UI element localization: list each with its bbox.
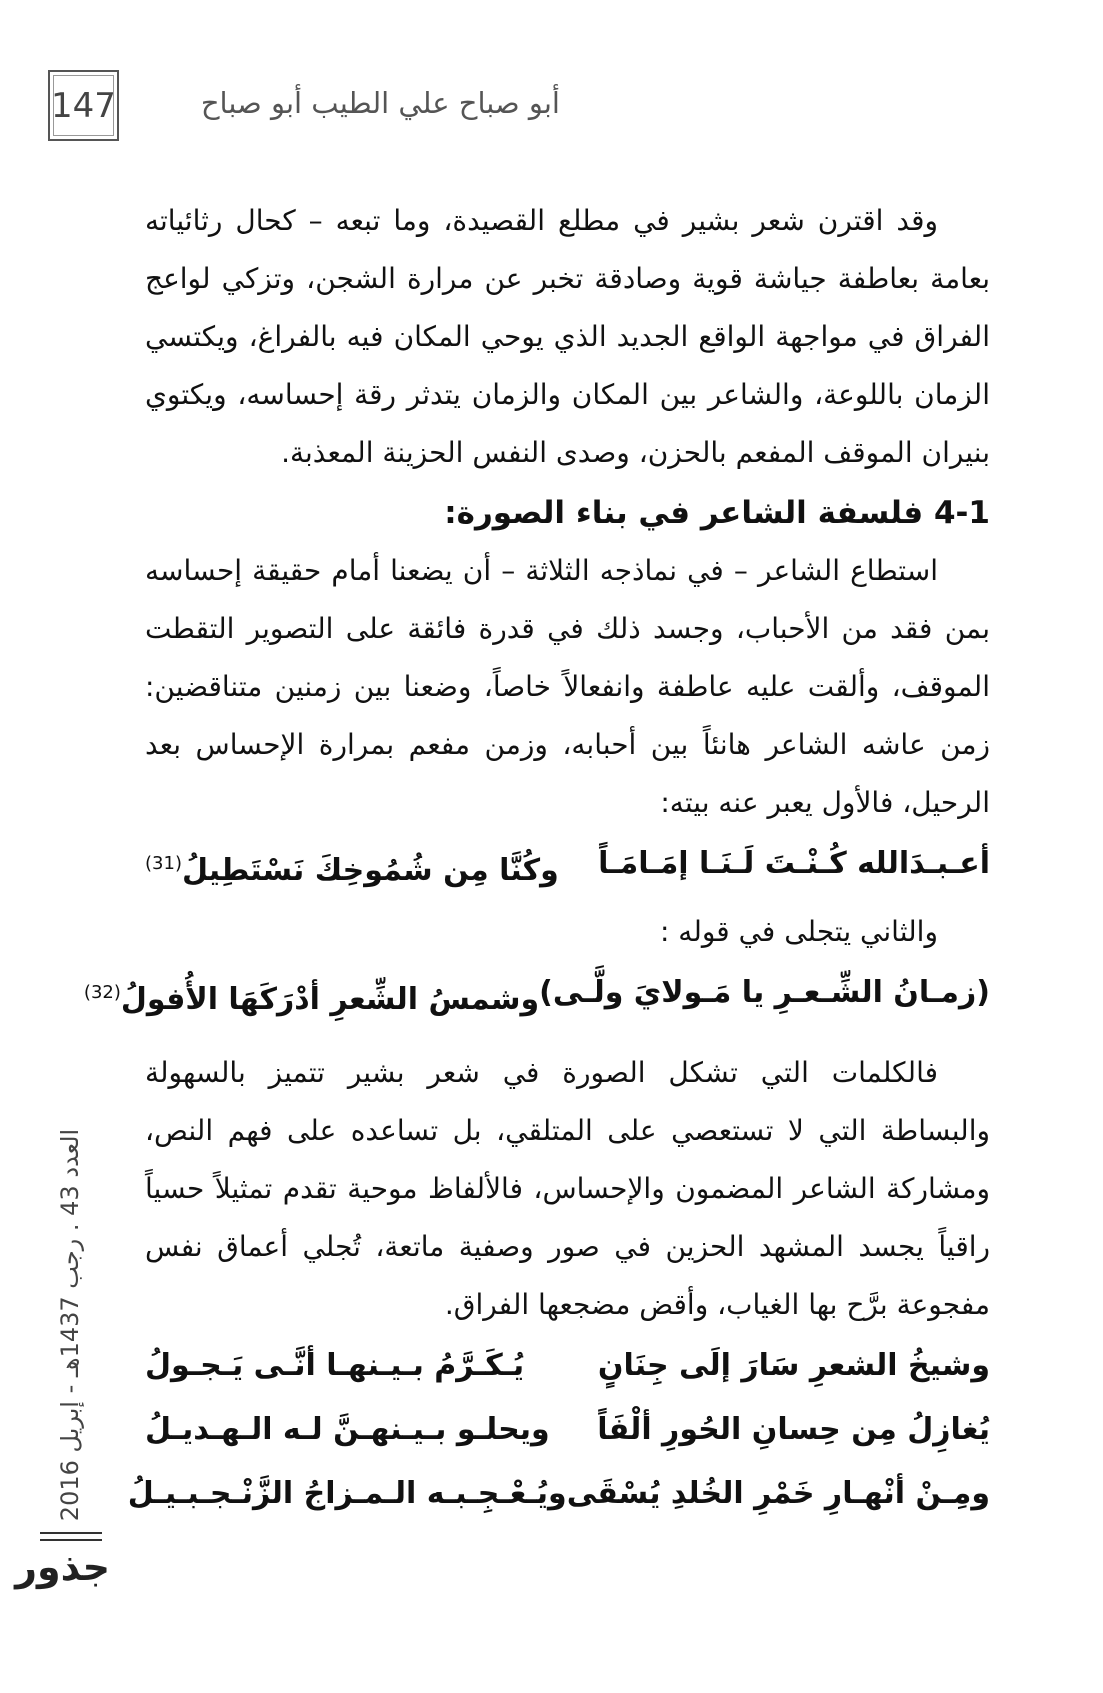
running-header: أبو صباح علي الطيب أبو صباح	[200, 86, 560, 120]
journal-logo: جذور	[15, 1545, 110, 1589]
paragraph-4: فالكلمات التي تشكل الصورة في شعر بشير تتميز بالسهولة والبساطة التي لا تستعصي على المتلقي، بل تساعده على فهم النص، ومشاركة الشاعر المضمون والإحساس، فالألفاظ موحية تقدم تمثيلاً حسياً راقياً يجسد المشهد الحزين في صور وصفية ماتعة، تُجلي أعماق نفس مفجوعة برَّح بها الغياب، وأقض مضجعها الفراق.	[145, 1056, 990, 1321]
footnote-ref-31: (31)	[145, 853, 182, 874]
poem-verse-1-first: وشيخُ الشعرِ سَارَ إلَى جِنَانٍ	[597, 1348, 990, 1383]
poem-verse-2-first: يُغازِلُ مِن حِسانِ الحُورِ ألْفَاً	[597, 1412, 990, 1447]
page-number-box	[48, 70, 119, 141]
poem-verse-3-first: ومِـنْ أنْهـارِ خَمْرِ الخُلدِ يُسْقَى	[566, 1476, 990, 1511]
verse-31-text: وكُنَّا مِن شُمُوخِكَ نَسْتَطِيلُ	[181, 853, 559, 888]
verse-31-second-hemistich	[145, 832, 559, 903]
issue-info: العدد 43 . رجب 1437هـ - إبريل 2016	[56, 1128, 84, 1522]
article-body	[83, 192, 990, 1526]
verse-32-text: وشمسُ الشِّعرِ أدْرَكَهَا الأُفولُ	[120, 982, 540, 1017]
section-heading: 4-1 فلسفة الشاعر في بناء الصورة:	[444, 495, 990, 531]
verse-32-first-hemistich: (زمـانُ الشِّـعـرِ يا مَـولايَ ولَّـى)	[539, 975, 990, 1010]
verse-32	[83, 961, 990, 1032]
verse-32-second-hemistich	[84, 961, 539, 1032]
poem-verse	[145, 1398, 990, 1462]
page-number: 147	[51, 85, 116, 126]
verse-31-first-hemistich: أعـبـدَالله كُـنْـتَ لَـنَـا إمَـامَـاً	[598, 846, 990, 881]
paragraph-1: وقد اقترن شعر بشير في مطلع القصيدة، وما تبعه – كحال رثائياته بعامة بعاطفة جياشة قوية وصادقة تخبر عن مرارة الشجن، وتزكي لواعج الفراق في مواجهة الواقع الجديد الذي يوحي المكان فيه بالفراغ، ويكتسي الزمان باللوعة، والشاعر بين المكان والزمان يتدثر رقة إحساسه، ويكتوي بنيران الموقف المفعم بالحزن، وصدى النفس الحزينة المعذبة.	[145, 204, 990, 469]
poem-verse-3-second: ويُـعْـجِـبـه الـمـزاجُ الزَّنْـجـبـيـلُ	[127, 1476, 567, 1511]
sidebar-divider	[40, 1532, 102, 1541]
issue-sidebar	[40, 1120, 100, 1530]
poem-verse	[127, 1462, 990, 1526]
poem-verse-1-second: يُـكَـرَّمُ بـيـنهـا أنَّـى يَـجـولُ	[145, 1348, 525, 1383]
paragraph-2: استطاع الشاعر – في نماذجه الثلاثة – أن يضعنا أمام حقيقة إحساسه بمن فقد من الأحباب، وجسد ذلك في قدرة فائقة على التصوير التقطت الموقف، وألقت عليه عاطفة وانفعالاً خاصاً، وضعنا بين زمنين متناقضين: زمن عاشه الشاعر هانئاً بين أحبابه، وزمن مفعم بمرارة الإحساس بعد الرحيل، فالأول يعبر عنه بيته:	[145, 554, 990, 819]
paragraph-3: والثاني يتجلى في قوله :	[659, 915, 938, 948]
poem-verse-2-second: ويحلـو بـيـنهـنَّ لـه الـهـديـلُ	[145, 1412, 550, 1447]
poem-verse	[145, 1334, 990, 1398]
footnote-ref-32: (32)	[83, 982, 121, 1003]
verse-31	[145, 832, 990, 903]
